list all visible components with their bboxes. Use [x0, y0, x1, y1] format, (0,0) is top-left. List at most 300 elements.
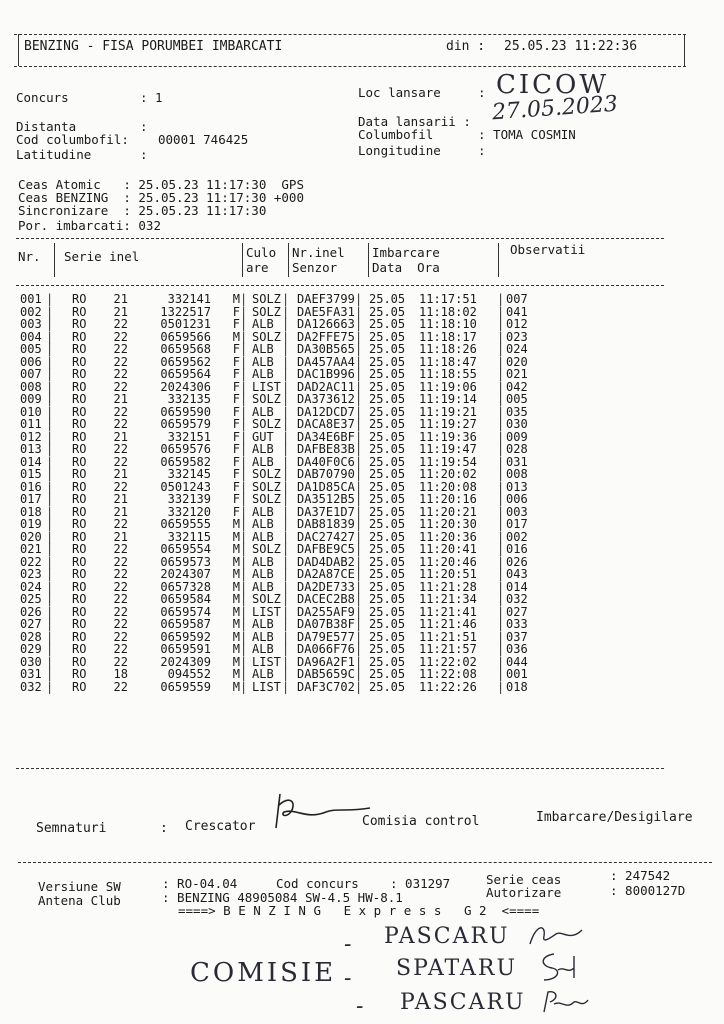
semnaturi-label: Semnaturi: [36, 821, 107, 836]
row-sep-color: |: [282, 417, 290, 431]
row-sep-time: |: [497, 292, 505, 306]
row-sex: F: [232, 354, 240, 369]
row-sep-nr: |: [46, 304, 54, 319]
row-date: 25.05: [369, 617, 406, 631]
row-sep-nr: |: [46, 404, 54, 419]
row-sep-nr: |: [46, 417, 54, 431]
row-sep-nr: |: [46, 629, 54, 644]
row-time: 11:19:54: [419, 454, 477, 469]
col-header-nr: Nr.: [18, 249, 41, 264]
row-date: 25.05: [369, 417, 406, 431]
col-header-culoare-1: Culo: [246, 245, 277, 260]
row-sex: M: [232, 604, 240, 619]
row-nr: 031: [20, 667, 42, 681]
row-time: 11:19:14: [419, 392, 477, 406]
row-sensor: DA30B565: [297, 342, 355, 356]
row-time: 11:19:06: [419, 379, 477, 394]
row-country: RO: [72, 504, 87, 519]
row-country: RO: [72, 529, 87, 544]
row-sex: F: [232, 442, 240, 456]
autorizare-value: : 8000127D: [610, 883, 686, 898]
row-date: 25.05: [369, 567, 406, 581]
row-sep-nr: |: [46, 454, 54, 469]
row-observatii: 002: [506, 529, 528, 544]
row-sep-sensor: |: [355, 629, 363, 644]
row-sensor: DA255AF9: [297, 604, 355, 619]
row-sep-time: |: [497, 567, 505, 581]
row-date: 25.05: [369, 379, 406, 394]
row-nr: 007: [20, 367, 42, 381]
row-observatii: 007: [506, 292, 528, 306]
row-sensor: DAFBE83B: [297, 442, 355, 456]
row-year: 22: [113, 354, 128, 369]
row-nr: 023: [20, 567, 42, 581]
row-year: 22: [113, 479, 128, 494]
concurs-label: Concurs: [16, 90, 69, 105]
row-sep-nr: |: [46, 654, 54, 669]
row-ring-serial: 0659579: [160, 417, 211, 431]
row-year: 21: [113, 429, 128, 444]
row-time: 11:20:30: [419, 517, 477, 531]
row-nr: 032: [20, 679, 42, 694]
row-sep-time: |: [497, 467, 505, 481]
row-observatii: 023: [506, 329, 528, 344]
row-time: 11:17:51: [419, 292, 477, 306]
crescator-signature: [266, 786, 376, 836]
row-country: RO: [72, 379, 87, 394]
row-year: 22: [113, 317, 128, 331]
sincronizare: Sincronizare : 25.05.23 11:17:30: [18, 203, 267, 218]
row-year: 22: [113, 542, 128, 556]
row-sep-sex: |: [240, 567, 248, 581]
row-time: 11:21:57: [419, 642, 477, 656]
row-date: 25.05: [369, 354, 406, 369]
row-observatii: 016: [506, 542, 528, 556]
row-time: 11:18:02: [419, 304, 477, 319]
row-nr: 019: [20, 517, 42, 531]
row-sep-time: |: [497, 329, 505, 344]
row-sep-time: |: [497, 529, 505, 544]
row-color: ALB: [252, 579, 274, 594]
row-sep-color: |: [282, 504, 290, 519]
row-ring-serial: 332135: [167, 392, 211, 406]
row-country: RO: [72, 304, 87, 319]
row-nr: 014: [20, 454, 42, 469]
row-nr: 006: [20, 354, 42, 369]
row-year: 22: [113, 404, 128, 419]
row-color: ALB: [252, 642, 274, 656]
row-observatii: 018: [506, 679, 528, 694]
row-date: 25.05: [369, 504, 406, 519]
autorizare-label: Autorizare: [486, 885, 562, 900]
row-ring-serial: 332120: [167, 504, 211, 519]
row-country: RO: [72, 492, 87, 506]
header-border-bottom: [14, 66, 686, 67]
table-body: [14, 293, 664, 693]
row-sex: F: [232, 367, 240, 381]
row-ring-serial: 0659559: [160, 679, 211, 694]
row-year: 22: [113, 629, 128, 644]
row-color: ALB: [252, 454, 274, 469]
row-sensor: DACEC2B8: [297, 592, 355, 606]
benzing-express-banner: ====> B E N Z I N G E x p r e s s G 2 <====: [178, 903, 540, 918]
row-sep-color: |: [282, 329, 290, 344]
row-color: SOLZ: [252, 492, 281, 506]
footer-top-border: [18, 862, 712, 863]
row-ring-serial: 0659562: [160, 354, 211, 369]
columbofil-value: : TOMA COSMIN: [478, 127, 576, 142]
row-sep-time: |: [497, 592, 505, 606]
row-sensor: DA37E1D7: [297, 504, 355, 519]
row-color: ALB: [252, 317, 274, 331]
row-ring-serial: 332141: [167, 292, 211, 306]
row-sep-nr: |: [46, 292, 54, 306]
row-sep-color: |: [282, 629, 290, 644]
row-sep-sensor: |: [355, 304, 363, 319]
row-color: ALB: [252, 367, 274, 381]
row-sep-sex: |: [240, 317, 248, 331]
row-observatii: 020: [506, 354, 528, 369]
row-time: 11:21:28: [419, 579, 477, 594]
row-country: RO: [72, 454, 87, 469]
row-date: 25.05: [369, 554, 406, 569]
row-ring-serial: 2024309: [160, 654, 211, 669]
row-sex: F: [232, 467, 240, 481]
row-sep-sensor: |: [355, 517, 363, 531]
row-sep-sensor: |: [355, 504, 363, 519]
row-color: SOLZ: [252, 304, 281, 319]
row-year: 22: [113, 442, 128, 456]
row-sep-sensor: |: [355, 367, 363, 381]
row-date: 25.05: [369, 679, 406, 694]
row-ring-serial: 0659591: [160, 642, 211, 656]
row-date: 25.05: [369, 629, 406, 644]
row-nr: 021: [20, 542, 42, 556]
row-observatii: 026: [506, 554, 528, 569]
row-sep-color: |: [282, 317, 290, 331]
row-nr: 017: [20, 492, 42, 506]
data-lansarii-handwritten: 27.05.2023: [491, 91, 619, 126]
row-nr: 004: [20, 329, 42, 344]
commission-name-3: PASCARU: [400, 990, 526, 1015]
row-time: 11:19:36: [419, 429, 477, 444]
row-sensor: DA3512B5: [297, 492, 355, 506]
row-sep-nr: |: [46, 317, 54, 331]
row-sep-sex: |: [240, 492, 248, 506]
row-sep-time: |: [497, 504, 505, 519]
row-year: 21: [113, 292, 128, 306]
row-country: RO: [72, 679, 87, 694]
row-sep-nr: |: [46, 667, 54, 681]
row-sep-time: |: [497, 417, 505, 431]
row-sep-sex: |: [240, 642, 248, 656]
row-sep-sensor: |: [355, 417, 363, 431]
row-sep-color: |: [282, 379, 290, 394]
row-sep-time: |: [497, 517, 505, 531]
row-sep-color: |: [282, 429, 290, 444]
versiune-sw-label: Versiune SW: [38, 879, 121, 894]
row-color: GUT: [252, 429, 274, 444]
row-time: 11:20:16: [419, 492, 477, 506]
row-sep-sex: |: [240, 342, 248, 356]
cod-columbofil-label: Cod columbofil:: [16, 132, 129, 147]
row-sep-nr: |: [46, 567, 54, 581]
table-row: [14, 543, 664, 556]
row-observatii: 024: [506, 342, 528, 356]
row-sep-sensor: |: [355, 429, 363, 444]
row-sep-sensor: |: [355, 292, 363, 306]
row-nr: 027: [20, 617, 42, 631]
row-observatii: 036: [506, 642, 528, 656]
row-date: 25.05: [369, 654, 406, 669]
row-date: 25.05: [369, 542, 406, 556]
row-sensor: DA96A2F1: [297, 654, 355, 669]
row-sep-sex: |: [240, 292, 248, 306]
row-sex: F: [232, 404, 240, 419]
row-sep-sensor: |: [355, 479, 363, 494]
row-sex: M: [232, 679, 240, 694]
row-country: RO: [72, 467, 87, 481]
row-sep-color: |: [282, 492, 290, 506]
row-sep-sex: |: [240, 629, 248, 644]
row-sep-color: |: [282, 529, 290, 544]
row-sensor: DA34E6BF: [297, 429, 355, 444]
row-ring-serial: 0501243: [160, 479, 211, 494]
row-country: RO: [72, 354, 87, 369]
row-sep-sensor: |: [355, 542, 363, 556]
row-sep-sensor: |: [355, 329, 363, 344]
row-sensor: DAEF3799: [297, 292, 355, 306]
row-observatii: 014: [506, 579, 528, 594]
row-date: 25.05: [369, 454, 406, 469]
row-color: ALB: [252, 529, 274, 544]
row-sep-time: |: [497, 367, 505, 381]
row-ring-serial: 0659576: [160, 442, 211, 456]
row-time: 11:20:02: [419, 467, 477, 481]
row-date: 25.05: [369, 329, 406, 344]
row-year: 22: [113, 642, 128, 656]
table-bottom-border: [16, 768, 664, 769]
row-time: 11:20:36: [419, 529, 477, 544]
header-border-top: [14, 34, 686, 35]
commission-name-1: PASCARU: [384, 924, 510, 949]
row-sep-color: |: [282, 667, 290, 681]
row-nr: 030: [20, 654, 42, 669]
row-sensor: DA07B38F: [297, 617, 355, 631]
row-ring-serial: 0659590: [160, 404, 211, 419]
row-year: 22: [113, 592, 128, 606]
table-row: [14, 368, 664, 381]
row-ring-serial: 0659554: [160, 542, 211, 556]
row-sensor: DAE5FA31: [297, 304, 355, 319]
row-color: ALB: [252, 617, 274, 631]
row-sep-nr: |: [46, 504, 54, 519]
row-sep-nr: |: [46, 554, 54, 569]
row-sep-nr: |: [46, 354, 54, 369]
por-imbarcati: Por. imbarcati: 032: [18, 218, 161, 233]
row-observatii: 030: [506, 417, 528, 431]
row-sep-sensor: |: [355, 554, 363, 569]
serie-ceas-label: Serie ceas: [486, 872, 562, 887]
header-sep-5: [498, 243, 499, 277]
row-date: 25.05: [369, 304, 406, 319]
row-date: 25.05: [369, 442, 406, 456]
row-color: ALB: [252, 442, 274, 456]
data-lansarii-label: Data lansarii :: [358, 114, 471, 129]
row-sep-nr: |: [46, 429, 54, 444]
row-year: 22: [113, 342, 128, 356]
header-border-left: [18, 34, 19, 66]
row-sep-color: |: [282, 467, 290, 481]
row-sep-time: |: [497, 667, 505, 681]
cod-concurs-label: Cod concurs: [276, 876, 359, 891]
table-row: [14, 418, 664, 431]
row-year: 21: [113, 492, 128, 506]
row-nr: 029: [20, 642, 42, 656]
row-ring-serial: 332145: [167, 467, 211, 481]
row-sep-color: |: [282, 567, 290, 581]
ceas-benzing: Ceas BENZING : 25.05.23 11:17:30 +000: [18, 190, 304, 205]
row-ring-serial: 0659582: [160, 454, 211, 469]
row-observatii: 032: [506, 592, 528, 606]
row-sensor: DAB70790: [297, 467, 355, 481]
row-sep-sensor: |: [355, 604, 363, 619]
row-sep-color: |: [282, 292, 290, 306]
row-sep-sensor: |: [355, 317, 363, 331]
row-sep-sex: |: [240, 554, 248, 569]
row-color: ALB: [252, 342, 274, 356]
cod-columbofil-value: 00001 746425: [158, 132, 249, 147]
row-observatii: 017: [506, 517, 528, 531]
row-ring-serial: 1322517: [160, 304, 211, 319]
row-nr: 002: [20, 304, 42, 319]
row-color: LIST: [252, 654, 281, 669]
row-time: 11:22:02: [419, 654, 477, 669]
row-sep-sensor: |: [355, 617, 363, 631]
row-date: 25.05: [369, 667, 406, 681]
row-sep-color: |: [282, 542, 290, 556]
row-sensor: DACA8E37: [297, 417, 355, 431]
row-ring-serial: 0659555: [160, 517, 211, 531]
dash-0: -: [344, 932, 352, 957]
longitudine-value: :: [478, 143, 486, 158]
row-date: 25.05: [369, 529, 406, 544]
row-date: 25.05: [369, 492, 406, 506]
row-observatii: 041: [506, 304, 528, 319]
row-country: RO: [72, 404, 87, 419]
row-sep-time: |: [497, 554, 505, 569]
row-sex: M: [232, 579, 240, 594]
table-row: [14, 393, 664, 406]
row-sep-sex: |: [240, 579, 248, 594]
row-country: RO: [72, 317, 87, 331]
row-country: RO: [72, 654, 87, 669]
row-sep-color: |: [282, 442, 290, 456]
table-row: [14, 443, 664, 456]
table-row: [14, 343, 664, 356]
row-sep-time: |: [497, 392, 505, 406]
row-sep-sensor: |: [355, 392, 363, 406]
row-color: SOLZ: [252, 542, 281, 556]
table-row: [14, 468, 664, 481]
row-ring-serial: 094552: [167, 667, 211, 681]
row-sep-sensor: |: [355, 579, 363, 594]
row-sep-nr: |: [46, 617, 54, 631]
row-observatii: 021: [506, 367, 528, 381]
row-nr: 010: [20, 404, 42, 419]
row-sex: M: [232, 542, 240, 556]
row-color: ALB: [252, 404, 274, 419]
row-nr: 003: [20, 317, 42, 331]
row-sep-time: |: [497, 442, 505, 456]
table-row: [14, 318, 664, 331]
row-year: 21: [113, 467, 128, 481]
row-sep-color: |: [282, 579, 290, 594]
row-sex: F: [232, 454, 240, 469]
row-time: 11:22:08: [419, 667, 477, 681]
row-sep-sex: |: [240, 467, 248, 481]
row-sensor: DAC27427: [297, 529, 355, 544]
row-time: 11:20:46: [419, 554, 477, 569]
row-country: RO: [72, 629, 87, 644]
row-date: 25.05: [369, 317, 406, 331]
row-ring-serial: 0657328: [160, 579, 211, 594]
row-sensor: DA79E577: [297, 629, 355, 644]
row-sep-time: |: [497, 679, 505, 694]
row-sep-sex: |: [240, 429, 248, 444]
row-date: 25.05: [369, 342, 406, 356]
row-sep-sex: |: [240, 654, 248, 669]
loc-lansare-label: Loc lansare: [358, 85, 441, 100]
row-sensor: DAF3C702: [297, 679, 355, 694]
row-sep-sensor: |: [355, 354, 363, 369]
row-sex: M: [232, 567, 240, 581]
concurs-value: : 1: [140, 90, 163, 105]
row-sep-sensor: |: [355, 342, 363, 356]
table-row: [14, 618, 664, 631]
row-sep-nr: |: [46, 492, 54, 506]
row-country: RO: [72, 592, 87, 606]
row-sep-sex: |: [240, 479, 248, 494]
din-value: 25.05.23 11:22:36: [504, 39, 638, 54]
row-sep-nr: |: [46, 467, 54, 481]
row-country: RO: [72, 442, 87, 456]
row-year: 22: [113, 379, 128, 394]
row-sep-sex: |: [240, 617, 248, 631]
row-date: 25.05: [369, 579, 406, 594]
row-ring-serial: 0659587: [160, 617, 211, 631]
row-nr: 012: [20, 429, 42, 444]
row-sex: F: [232, 342, 240, 356]
row-sep-color: |: [282, 517, 290, 531]
row-ring-serial: 0659592: [160, 629, 211, 644]
imbarcare-desigilare-label: Imbarcare/Desigilare: [536, 810, 693, 825]
row-sep-sensor: |: [355, 592, 363, 606]
row-sex: F: [232, 492, 240, 506]
col-header-inel-1: Nr.inel: [292, 245, 345, 260]
row-time: 11:20:21: [419, 504, 477, 519]
row-sep-time: |: [497, 579, 505, 594]
row-sep-time: |: [497, 654, 505, 669]
row-year: 18: [113, 667, 128, 681]
row-ring-serial: 0659568: [160, 342, 211, 356]
header-sep-2: [242, 243, 243, 277]
loc-lansare-colon: :: [478, 85, 486, 100]
row-time: 11:19:27: [419, 417, 477, 431]
row-sep-nr: |: [46, 592, 54, 606]
row-color: ALB: [252, 567, 274, 581]
row-sep-time: |: [497, 629, 505, 644]
